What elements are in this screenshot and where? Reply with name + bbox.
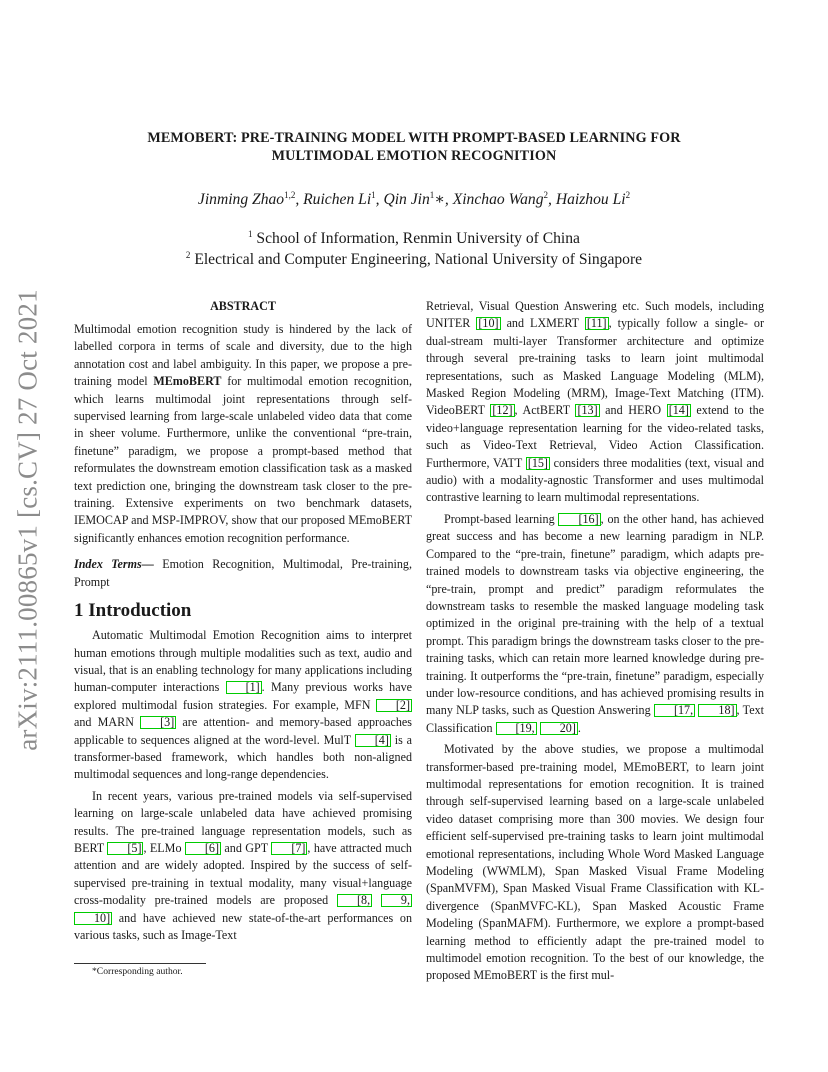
citation-link[interactable]: [10] — [478, 316, 499, 331]
affiliation-2 — [60, 245, 768, 270]
text-run: and GPT — [221, 840, 272, 855]
abstract-heading: ABSTRACT — [210, 299, 276, 313]
author-name: Jinming Zhao — [197, 191, 285, 209]
author-affiliation-marker: 2 — [625, 190, 631, 200]
citation-link[interactable]: [13] — [577, 403, 598, 418]
bold-term: MEmoBERT — [153, 374, 222, 389]
author-separator: , — [375, 191, 384, 209]
text-run: and LXMERT — [500, 316, 585, 331]
citation-link[interactable]: [3] — [140, 716, 176, 729]
citation-link[interactable]: [19, — [496, 722, 537, 735]
text-run: and have achieved new state-of-the-art performances on various tasks, such as Image-Text — [74, 910, 412, 942]
affiliation-text: Electrical and Computer Engineering, National University of Singapore — [190, 251, 643, 269]
paragraph — [426, 511, 764, 737]
right-column-paragraphs — [426, 298, 764, 985]
citation-link[interactable]: [14] — [668, 403, 689, 418]
text-run: , Text Classification — [426, 703, 764, 735]
text-run: and HERO — [599, 403, 667, 418]
citation-link[interactable]: [8, — [337, 894, 372, 907]
citation-link[interactable]: 20] — [540, 722, 578, 735]
citation-link[interactable]: [2] — [376, 699, 412, 712]
citation-link[interactable]: [4] — [355, 734, 391, 747]
citation-link[interactable]: [12] — [492, 403, 513, 418]
paragraph — [74, 788, 412, 945]
author-separator: , — [295, 191, 304, 209]
paragraph — [74, 627, 412, 784]
citation-link[interactable]: [5] — [107, 842, 143, 855]
affiliation-number: 2 — [185, 250, 191, 260]
text-run: Motivated by the above studies, we propose a multimodal transformer-based pre-training model, MEmoBERT, to learn joint multimodal representations for emotion recognition. It is trained through self-supervised learning based on a large-scale unlabeled video dataset comprising more than 300 movies. We design four efficient self-supervised pre-training tasks to learn joint multimodal emotional representations, including Whole Word Masked Language Modeling (WWMLM), Span Masked Visual Frame Modeling (SpanMVFM), Span Masked Visual Frame Classification with KL-divergence (SpanMVFC-KL), Span Masked Acoustic Frame Modeling (SpanMAFM). Furthermore, we explore a prompt-based learning method to efficiently adapt the pre-trained model to multimodel emotion recognition. To the best of our knowledge, the proposed MEmoBERT is the first mul- — [426, 742, 764, 983]
author-separator: ∗, — [434, 191, 453, 209]
footnote-rule — [74, 963, 206, 964]
text-run: Retrieval, Visual Question Answering etc. Such models, including UNITER — [426, 299, 764, 331]
paper-title — [60, 129, 768, 165]
title-line-1: MEMOBERT: PRE-TRAINING MODEL WITH PROMPT-BASED LEARNING FOR — [147, 130, 681, 146]
citation-link[interactable]: [1] — [226, 681, 262, 694]
author-name: Ruichen Li — [303, 191, 372, 209]
citation-link[interactable]: [11] — [586, 316, 607, 331]
author-name: Haizhou Li — [555, 191, 626, 209]
author-list — [60, 185, 768, 210]
citation-link[interactable]: 18] — [698, 704, 736, 717]
citation-link[interactable]: [6] — [185, 842, 221, 855]
section-heading-introduction: 1 Introduction — [74, 600, 192, 622]
author-name: Xinchao Wang — [452, 191, 544, 209]
text-run: extend to the video+language representation learning for the video-related tasks, such as Video-Text Retrieval, Video Action Classification. Furthermore, VATT — [426, 403, 764, 470]
citation-link[interactable]: [7] — [271, 842, 307, 855]
text-run: is a transformer-based framework, which handles both non-aligned multimodal sequences and long-range dependencies. — [74, 732, 412, 782]
abstract-body — [74, 321, 412, 547]
author-affiliation-marker: 1 — [429, 190, 435, 200]
text-run: Multimodal emotion recognition study is hindered by the lack of labelled corpora in terms of scale and diversity, due to the high annotation cost and label ambiguity. In this paper, we propose a pre-training model — [74, 322, 412, 389]
affiliation-text: School of Information, Renmin University of China — [252, 230, 580, 248]
author-separator: , — [548, 191, 556, 209]
text-run: Automatic Multimodal Emotion Recognition aims to interpret human emotions through multiple modalities such as text, audio and visual, that is an enabling technology for many applications including human-computer interactions — [74, 628, 412, 695]
title-line-2: MULTIMODAL EMOTION RECOGNITION — [271, 148, 557, 164]
right-column — [426, 298, 764, 985]
text-run: , ActBERT — [514, 403, 576, 418]
index-terms — [74, 556, 412, 591]
author-affiliation-marker: 2 — [543, 190, 549, 200]
text-run: In recent years, various pre-trained models via self-supervised learning on large-scale unlabeled data have achieved promising results. The pre-trained language representation models, such as BERT — [74, 788, 412, 855]
text-run: Prompt-based learning — [444, 511, 559, 526]
paragraph — [426, 298, 764, 507]
text-run: . Many previous works have explored multimodal fusion strategies. For example, MFN — [74, 680, 413, 712]
index-terms-label: Index Terms— — [74, 557, 154, 572]
author-affiliation-marker: 1,2 — [284, 190, 296, 200]
author-affiliation-marker: 1 — [371, 190, 376, 200]
introduction-paragraphs — [74, 627, 412, 944]
text-run: for multimodal emotion recognition, which learns multimodal joint representations through self-supervised learning from large-scale unlabeled video data that come in sheer volume. Furthermore, unlike the conventional “pre-train, finetune” paradigm, we propose a prompt-based method that reformulates the downstream emotion classification task as a masked text prediction one, bringing the downstream task closer to the pre-training. Extensive experiments on two benchmark datasets, IEMOCAP and MSP-IMPROV, show that our proposed MEmoBERT significantly enhances emotion recognition performance. — [74, 374, 412, 545]
text-run: are attention- and memory-based approaches applicable to sequences aligned at the word-level. MulT — [74, 715, 412, 747]
affiliation-number: 1 — [248, 229, 253, 239]
left-column — [74, 298, 412, 944]
text-run: , have attracted much attention and are widely adopted. Inspired by the success of self-supervised pre-training in textual modality, many visual+language cross-modality pre-trained models are proposed — [74, 840, 412, 908]
text-run: . — [577, 720, 581, 735]
citation-link[interactable]: [17, — [654, 704, 695, 717]
citation-link[interactable]: [16] — [558, 513, 600, 526]
text-run: , on the other hand, has achieved great success and has become a new learning paradigm in NLP. Compared to the “pre-train, finetune” paradigm, which adapts pre-trained models to downstream tasks via objective engineering, the “pre-train, prompt and predict” paradigm reformulates the downstream tasks to resemble the masked language modeling task optimized in the original pre-training with the help of a textual prompt. This paradigm brings the downstream tasks closer to the pre-training tasks, which can retain more learned knowledge during pre-training. It outperforms the “pre-train, finetune” paradigm, especially under low-resource conditions, and has achieved promising results in many NLP tasks, such as Question Answering — [426, 511, 764, 718]
citation-link[interactable]: 9, — [381, 894, 412, 907]
index-terms-text: Emotion Recognition, Multimodal, Pre-training, Prompt — [74, 557, 412, 589]
author-name: Qin Jin — [383, 191, 430, 209]
text-run: considers three modalities (text, visual and audio) with a modality-agnostic Transformer and uses multimodal contrastive learning to learn multimodal representations. — [426, 455, 764, 505]
text-run: , typically follow a single- or dual-stream multi-layer Transformer architecture and optimize through several pre-training tasks to learn joint multimodal representations, such as Masked Language Modeling (MLM), Masked Region Modeling (MRM), Image-Text Matching (ITM). VideoBERT — [426, 316, 764, 418]
arxiv-identifier: arXiv:2111.00865v1 [cs.CV] 27 Oct 2021 — [12, 289, 43, 751]
paragraph — [426, 741, 764, 985]
citation-link[interactable]: [15] — [527, 455, 548, 470]
citation-link[interactable]: 10] — [74, 912, 112, 925]
text-run: and MARN — [74, 715, 141, 730]
footnote: *Corresponding author. — [92, 966, 183, 977]
text-run: , ELMo — [143, 840, 185, 855]
text-run — [372, 893, 381, 907]
